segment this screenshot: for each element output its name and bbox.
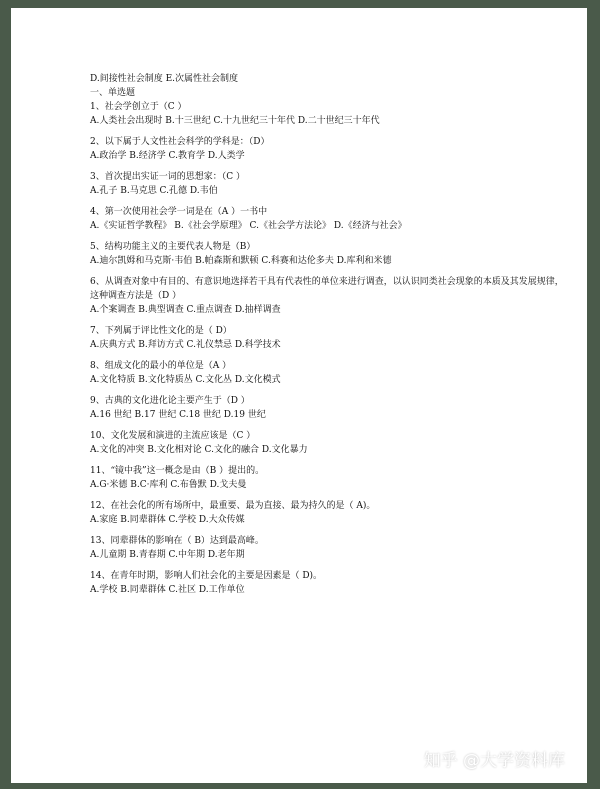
question-text: 8、组成文化的最小的单位是（A ） [90, 361, 232, 371]
question-text: 10、文化发展和演进的主流应该是（C ） [90, 431, 256, 441]
question-item [90, 464, 570, 492]
question-list [90, 72, 570, 597]
question-item [90, 205, 570, 233]
question-text: 5、结构功能主义的主要代表人物是（B） [90, 242, 256, 252]
question-text: 14、在青年时期，影响人们社会化的主要是因素是（ D)。 [90, 571, 323, 581]
section-title: 一、单选题 [90, 88, 136, 98]
question-text: 9、古典的文化进化论主要产生于（D ） [90, 396, 250, 406]
question-item [90, 499, 570, 527]
answer-options: A.个案调查 B.典型调查 C.重点调查 D.抽样调查 [90, 305, 281, 315]
question-item [90, 135, 570, 163]
question-item [90, 324, 570, 352]
answer-options: A.人类社会出现时 B.十三世纪 C.十九世纪三十年代 D.二十世纪三十年代 [90, 116, 380, 126]
question-text: 12、在社会化的所有场所中，最重要、最为直接、最为持久的是（ A)。 [90, 501, 376, 511]
question-text: 4、第一次使用社会学一词是在（A ）一书中 [90, 207, 268, 217]
answer-options: A.文化的冲突 B.文化相对论 C.文化的融合 D.文化暴力 [90, 445, 308, 455]
question-text: 1、社会学创立于（C ） [90, 102, 187, 112]
question-item [90, 534, 570, 562]
question-item [90, 394, 570, 422]
question-text: 6、从调查对象中有目的、有意识地选择若干具有代表性的单位来进行调查，以认识同类社会现象的本质及其发展规律，这种调查方法是（D ） [90, 277, 564, 301]
question-item [90, 429, 570, 457]
question-item [90, 569, 570, 597]
question-text: 2、以下属于人文性社会科学的学科是：（D） [90, 137, 270, 147]
question-text: 13、同辈群体的影响在（ B）达到最高峰。 [90, 536, 264, 546]
question-item [90, 359, 570, 387]
question-text: 7、下列属于评比性文化的是（ D） [90, 326, 232, 336]
document-page [11, 8, 587, 783]
answer-options: A.庆典方式 B.拜访方式 C.礼仪禁忌 D.科学技术 [90, 340, 281, 350]
question-text: 3、首次提出实证一词的思想家：（C ） [90, 172, 245, 182]
answer-options: A.文化特质 B.文化特质丛 C.文化丛 D.文化模式 [90, 375, 281, 385]
question-item [90, 170, 570, 198]
question-text: 11、“镜中我”这一概念是由（B ）提出的。 [90, 466, 265, 476]
answer-options: A.儿童期 B.青春期 C.中年期 D.老年期 [90, 550, 245, 560]
answer-options: A.16 世纪 B.17 世纪 C.18 世纪 D.19 世纪 [90, 410, 266, 420]
answer-options: A.孔子 B.马克思 C.孔德 D.韦伯 [90, 186, 218, 196]
answer-options: A.迪尔凯姆和马克斯·韦伯 B.帕森斯和默顿 C.科赛和达伦多夫 D.库利和米德 [90, 256, 392, 266]
answer-options: A.《实证哲学教程》 B.《社会学原理》 C.《社会学方法论》 D.《经济与社会》 [90, 221, 407, 231]
answer-options: A.G·米德 B.C·库利 C.布鲁默 D.戈夫曼 [90, 480, 247, 490]
previous-options-line: D.间接性社会制度 E.次属性社会制度 [90, 74, 239, 84]
watermark: 知乎 @大学资料库 [423, 751, 565, 771]
answer-options: A.政治学 B.经济学 C.教育学 D.人类学 [90, 151, 245, 161]
answer-options: A.家庭 B.同辈群体 C.学校 D.大众传媒 [90, 515, 245, 525]
question-item [90, 240, 570, 268]
questions-container [90, 100, 570, 597]
question-item [90, 100, 570, 128]
question-item [90, 275, 570, 317]
answer-options: A.学校 B.同辈群体 C.社区 D.工作单位 [90, 585, 245, 595]
